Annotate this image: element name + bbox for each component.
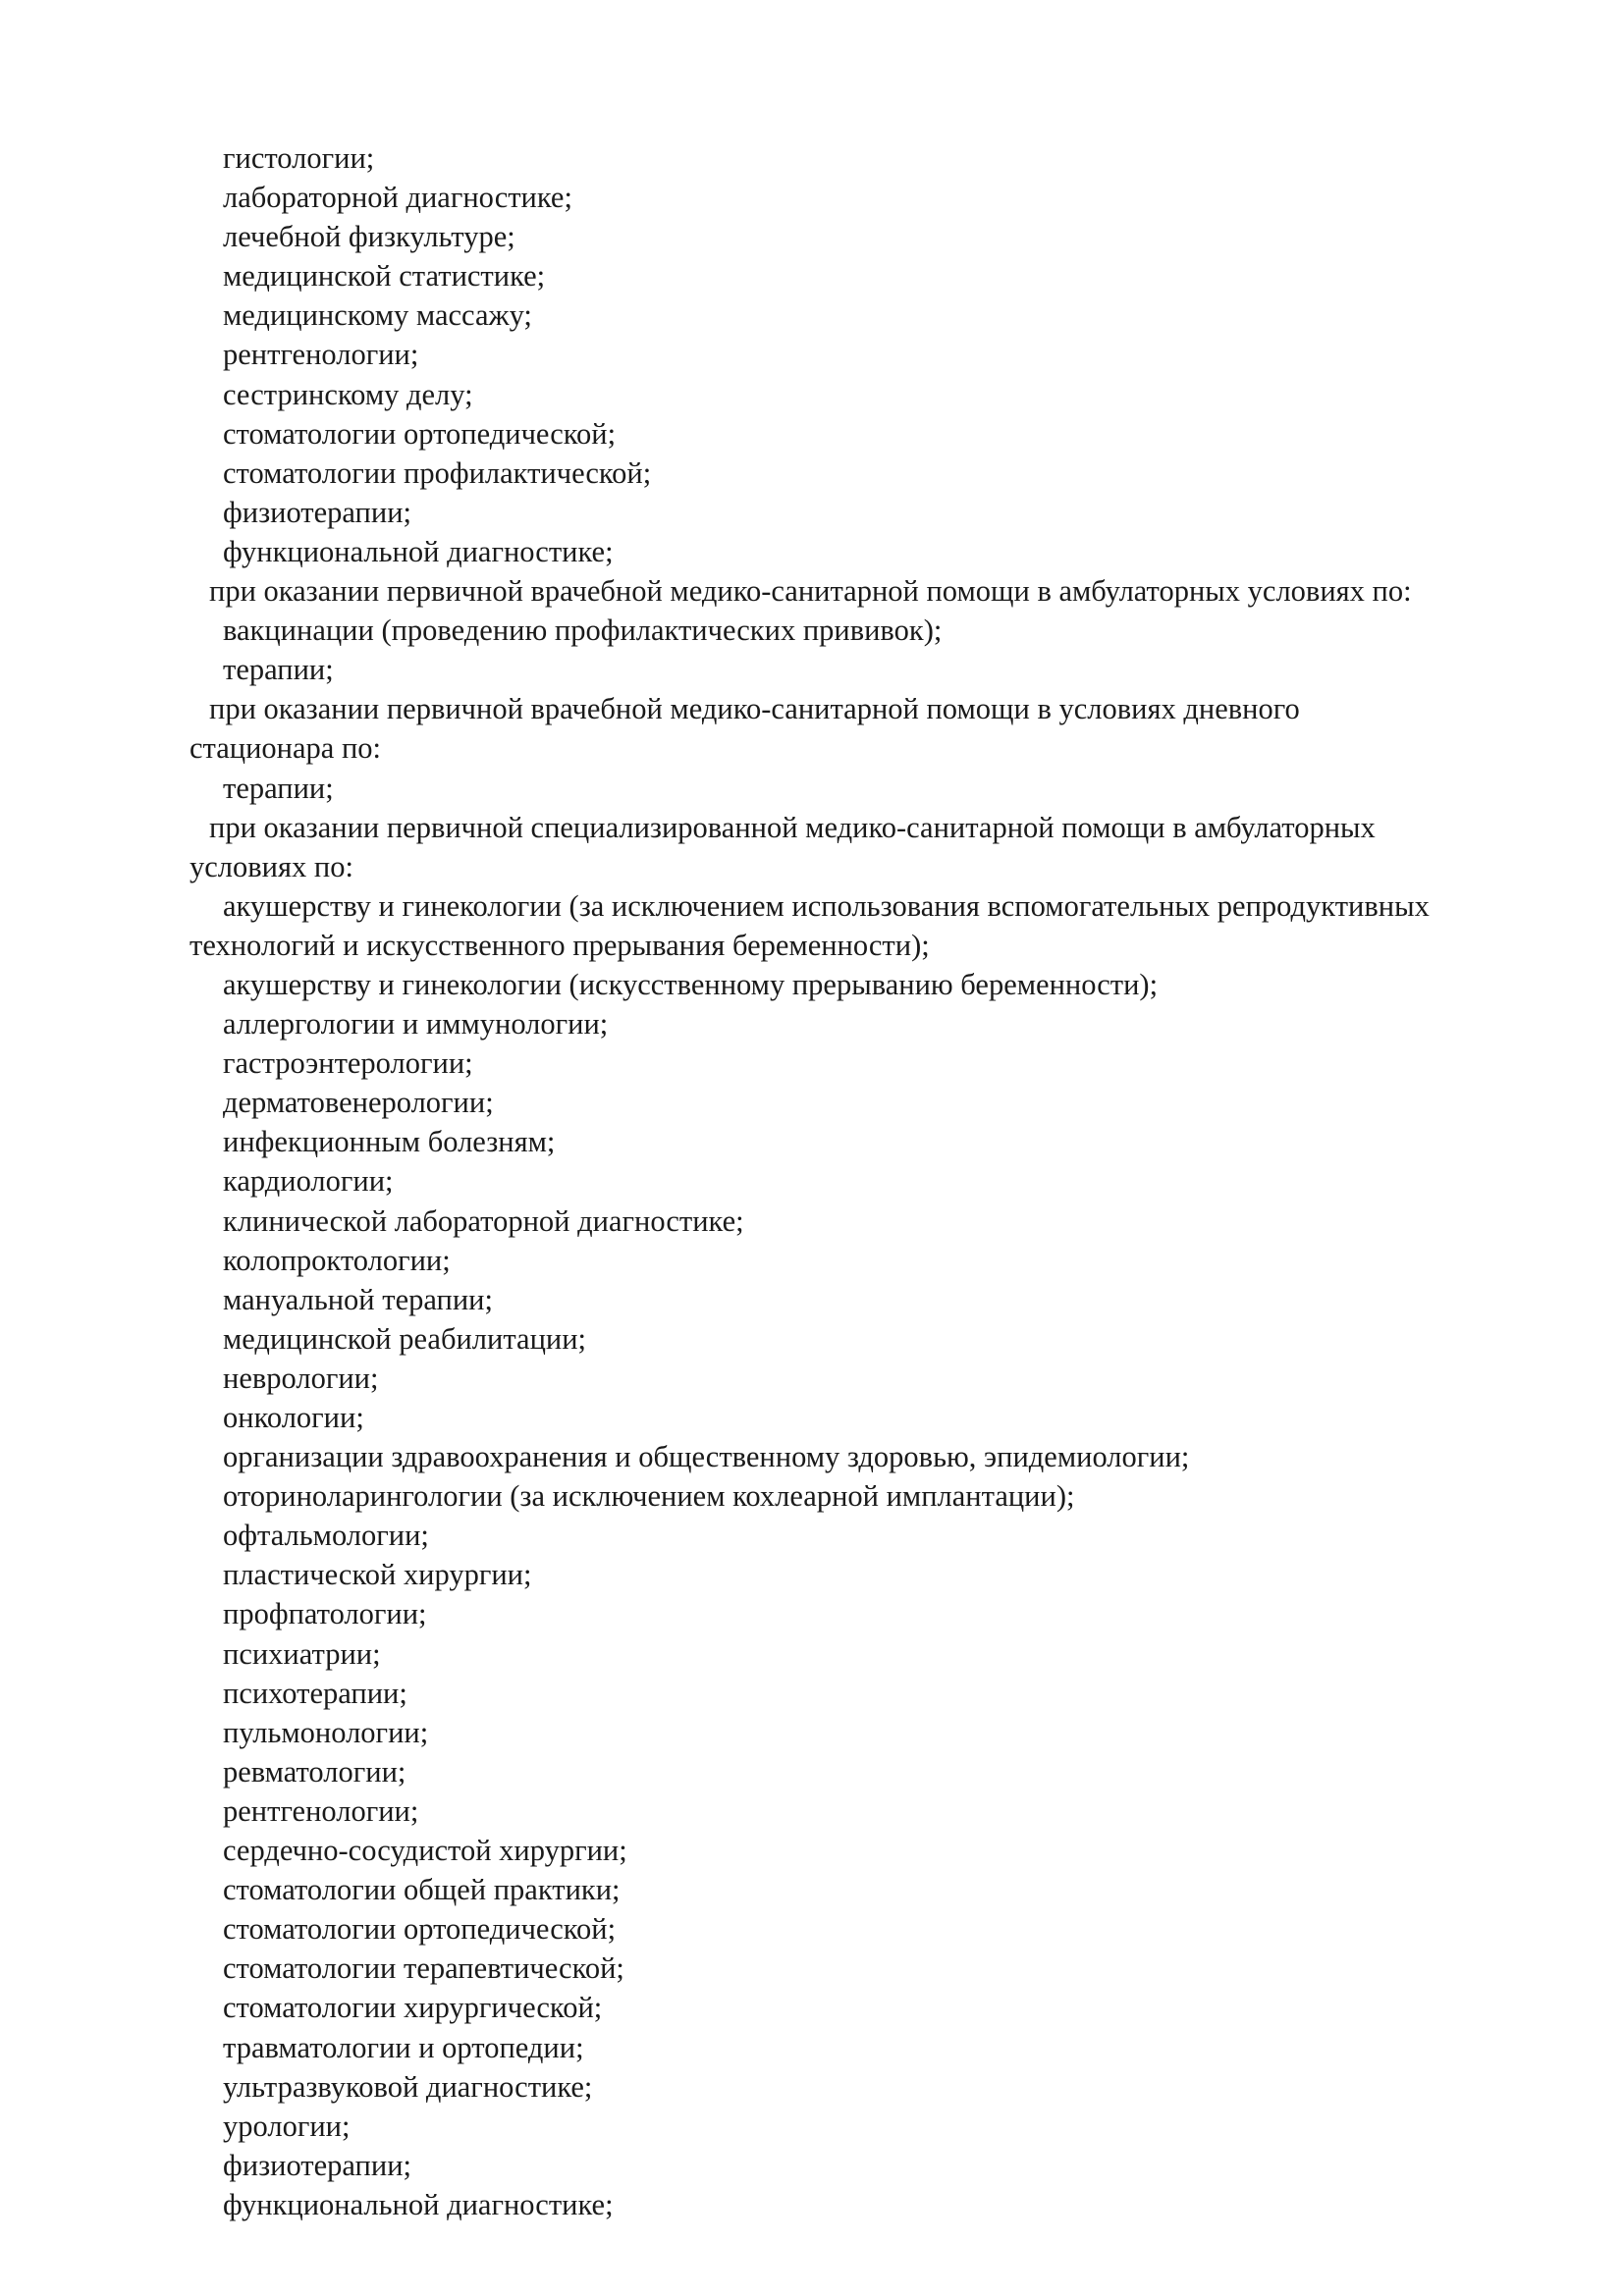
document-line: психиатрии; xyxy=(223,1636,381,1671)
document-line: акушерству и гинекологии (за исключением использования вспомогательных репродуктивных xyxy=(223,888,1430,923)
document-line: технологий и искусственного прерывания беременности); xyxy=(189,928,930,962)
document-line: стоматологии общей практики; xyxy=(223,1873,621,1907)
document-line: сестринскому делу; xyxy=(223,377,473,411)
document-line: гастроэнтерологии; xyxy=(223,1046,473,1081)
document-line: лабораторной диагностике; xyxy=(223,181,572,215)
document-line: профпатологии; xyxy=(223,1597,427,1631)
document-line: медицинской статистике; xyxy=(223,259,546,294)
document-line: стоматологии хирургической; xyxy=(223,1991,603,2025)
document-line: пластической хирургии; xyxy=(223,1558,532,1592)
document-line: аллергологии и иммунологии; xyxy=(223,1007,609,1041)
document-line: клинической лабораторной диагностике; xyxy=(223,1203,744,1238)
document-line: ревматологии; xyxy=(223,1754,406,1789)
document-line: стоматологии ортопедической; xyxy=(223,1912,617,1947)
document-line: пульмонологии; xyxy=(223,1715,429,1749)
document-line: дерматовенерологии; xyxy=(223,1086,494,1120)
document-line: психотерапии; xyxy=(223,1676,407,1710)
document-line: при оказании первичной врачебной медико-санитарной помощи в условиях дневного xyxy=(209,692,1300,726)
document-line: физиотерапии; xyxy=(223,2148,411,2182)
document-line: инфекционным болезням; xyxy=(223,1125,556,1159)
document-line: стоматологии терапевтической; xyxy=(223,1951,624,1986)
document-line: стационара по: xyxy=(189,731,381,766)
document-body xyxy=(189,138,1554,2224)
document-line: рентгенологии; xyxy=(223,338,419,372)
document-line: рентгенологии; xyxy=(223,1793,419,1828)
document-line: медицинскому массажу; xyxy=(223,298,532,333)
document-line: стоматологии профилактической; xyxy=(223,455,652,490)
document-line: сердечно-сосудистой хирургии; xyxy=(223,1834,627,1868)
document-line: условиях по: xyxy=(189,849,353,883)
document-line: оториноларингологии (за исключением кохлеарной имплантации); xyxy=(223,1479,1075,1514)
document-line: организации здравоохранения и общественному здоровью, эпидемиологии; xyxy=(223,1440,1190,1474)
document-line: функциональной диагностике; xyxy=(223,2187,614,2221)
document-line: вакцинации (проведению профилактических прививок); xyxy=(223,614,943,648)
document-line: кардиологии; xyxy=(223,1164,394,1199)
document-line: терапии; xyxy=(223,653,334,687)
document-line: мануальной терапии; xyxy=(223,1282,493,1316)
document-line: ультразвуковой диагностике; xyxy=(223,2069,593,2104)
document-line: урологии; xyxy=(223,2109,351,2143)
document-line: стоматологии ортопедической; xyxy=(223,416,617,451)
document-line: при оказании первичной специализированной медико-санитарной помощи в амбулаторных xyxy=(209,810,1376,844)
document-line: лечебной физкультуре; xyxy=(223,220,515,254)
document-line: акушерству и гинекологии (искусственному прерыванию беременности); xyxy=(223,967,1159,1001)
document-line: функциональной диагностике; xyxy=(223,534,614,568)
document-line: онкологии; xyxy=(223,1401,364,1434)
document-line: неврологии; xyxy=(223,1361,379,1395)
document-line: физиотерапии; xyxy=(223,495,411,529)
document-line: колопроктологии; xyxy=(223,1243,451,1277)
document-line: гистологии; xyxy=(223,141,375,175)
document-line: при оказании первичной врачебной медико-санитарной помощи в амбулаторных условиях по: xyxy=(209,574,1412,609)
document-line: медицинской реабилитации; xyxy=(223,1321,587,1356)
document-line: травматологии и ортопедии; xyxy=(223,2030,584,2064)
document-line: терапии; xyxy=(223,771,334,805)
document-line: офтальмологии; xyxy=(223,1519,429,1553)
